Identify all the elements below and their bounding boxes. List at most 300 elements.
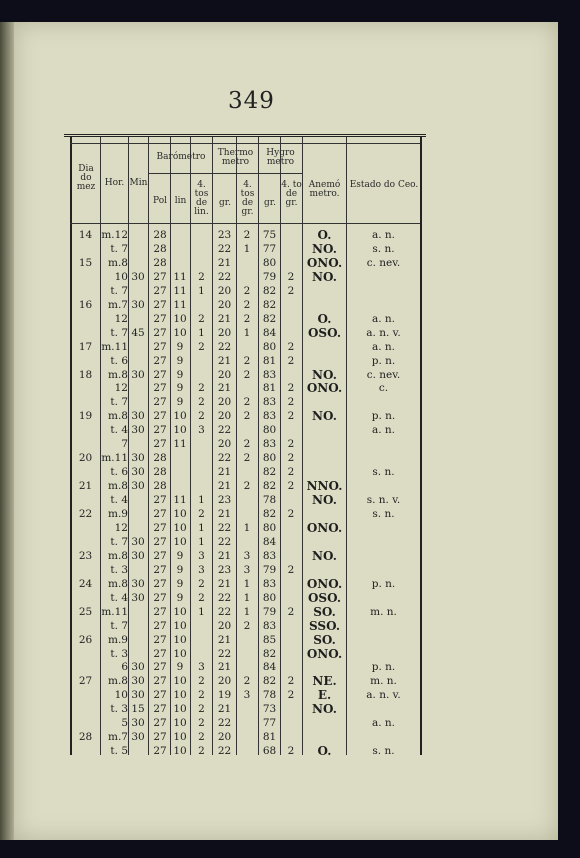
cell-tgr: 22: [217, 745, 232, 758]
cell-dia: 16: [78, 298, 93, 311]
cell-dia: 28: [78, 731, 93, 744]
cell-pol: 27: [153, 717, 167, 730]
cell-q: 3: [198, 563, 205, 576]
cell-pol: 27: [153, 270, 167, 283]
cell-lin: 10: [173, 647, 187, 660]
cell-tgr: 20: [217, 731, 232, 744]
cell-hgr: 82: [262, 298, 277, 311]
cell-hor: 6: [121, 661, 128, 674]
cell-lin: 10: [173, 410, 187, 423]
cell-tgr: 23: [217, 563, 232, 576]
cell-hq: 2: [287, 452, 295, 465]
cell-estado: p. n.: [371, 577, 396, 590]
cell-q: 2: [198, 396, 205, 409]
cell-hor: 12: [114, 312, 128, 325]
cell-hor: m.8: [108, 256, 128, 269]
header-anemometro: Anemó metro.: [308, 180, 341, 199]
cell-lin: 11: [173, 494, 187, 507]
cell-anem: NO.: [312, 367, 337, 382]
header-dia: Dia do mez: [76, 164, 96, 192]
cell-estado: c. nev.: [366, 256, 401, 269]
cell-anem: NO.: [312, 241, 337, 256]
cell-q: 2: [198, 508, 205, 520]
cell-estado: c. nev.: [366, 368, 401, 381]
cell-min: 30: [131, 591, 145, 604]
cell-hor: t. 3: [110, 703, 128, 716]
cell-lin: 11: [173, 284, 187, 297]
cell-tq: 2: [243, 298, 251, 311]
cell-hq: 2: [287, 508, 295, 520]
cell-pol: 27: [153, 647, 167, 660]
cell-hor: t. 3: [110, 563, 128, 576]
cell-min: 30: [131, 661, 145, 674]
rule-min: [148, 137, 149, 755]
cell-hgr: 73: [262, 703, 277, 716]
cell-pol: 27: [153, 731, 167, 744]
cell-tgr: 21: [217, 256, 232, 269]
cell-pol: 27: [153, 745, 167, 758]
cell-anem: O.: [317, 311, 332, 326]
cell-min: 30: [131, 480, 145, 493]
cell-tgr: 22: [217, 242, 232, 255]
cell-hor: m.8: [108, 577, 128, 590]
cell-lin: 10: [173, 703, 187, 716]
cell-tq: 2: [243, 354, 251, 367]
cell-hgr: 80: [262, 340, 277, 353]
cell-tq: 1: [243, 521, 251, 534]
cell-pol: 27: [153, 549, 167, 562]
cell-q: 2: [198, 577, 205, 590]
cell-pol: 27: [153, 591, 167, 604]
header-thermo-gr: gr.: [219, 198, 231, 208]
cell-hor: m.8: [108, 480, 128, 493]
cell-hq: 2: [287, 563, 295, 576]
cell-anem: ONO.: [306, 520, 343, 535]
cell-pol: 27: [153, 284, 167, 297]
cell-min: 30: [131, 675, 145, 688]
cell-pol: 27: [153, 354, 167, 367]
cell-estado: m. n.: [370, 605, 397, 618]
cell-hor: 10: [114, 689, 128, 702]
cell-hor: t. 7: [110, 284, 128, 297]
cell-dia: 23: [78, 549, 93, 562]
cell-dia: 15: [78, 256, 93, 269]
cell-pol: 27: [153, 619, 167, 632]
cell-hgr: 79: [262, 605, 277, 618]
cell-tq: 2: [243, 675, 251, 688]
cell-tgr: 22: [217, 340, 232, 353]
header-pol: Pol: [153, 196, 167, 206]
cell-hgr: 82: [262, 312, 277, 325]
header-lin: lin: [174, 196, 187, 206]
cell-lin: 10: [173, 326, 187, 339]
cell-anem: SO.: [313, 632, 336, 647]
cell-hor: t. 7: [110, 326, 128, 339]
cell-lin: 10: [173, 731, 187, 744]
cell-hor: m.8: [108, 410, 128, 423]
cell-q: 2: [198, 591, 205, 604]
cell-tgr: 22: [217, 647, 232, 660]
header-hygrometro: Hygro metro: [266, 148, 295, 167]
cell-tgr: 23: [217, 229, 232, 241]
cell-hq: 2: [287, 284, 295, 297]
cell-min: 30: [131, 424, 145, 437]
cell-tgr: 22: [217, 452, 232, 465]
cell-hor: t. 7: [110, 396, 128, 409]
cell-min: 30: [131, 452, 145, 465]
header-quartos-lin: 4. tos de lin.: [194, 180, 209, 217]
cell-hq: 2: [287, 396, 295, 409]
cell-dia: 26: [78, 633, 93, 646]
cell-hq: 2: [287, 675, 295, 688]
cell-anem: NE.: [312, 674, 337, 689]
cell-hor: t. 7: [110, 535, 128, 548]
cell-tq: 3: [243, 549, 251, 562]
cell-lin: 10: [173, 424, 187, 437]
cell-hor: 10: [114, 270, 128, 283]
cell-lin: 9: [176, 368, 184, 381]
cell-pol: 28: [153, 229, 167, 241]
cell-hq: 2: [287, 382, 295, 395]
cell-q: 2: [198, 745, 205, 758]
cell-estado: a. n.: [371, 229, 396, 241]
cell-anem: OSO.: [307, 325, 342, 340]
cell-pol: 27: [153, 605, 167, 618]
header-thermometro: Thermo metro: [217, 148, 254, 167]
cell-lin: 10: [173, 689, 187, 702]
cell-lin: 11: [173, 438, 187, 451]
cell-hgr: 77: [262, 717, 277, 730]
cell-estado: m. n.: [370, 675, 397, 688]
cell-tq: 2: [243, 396, 251, 409]
cell-tgr: 22: [217, 591, 232, 604]
header-hygro-gr: gr.: [264, 198, 276, 208]
cell-hgr: 80: [262, 452, 277, 465]
cell-hgr: 84: [262, 661, 277, 674]
cell-hgr: 80: [262, 256, 277, 269]
cell-tgr: 20: [217, 396, 232, 409]
cell-hor: t. 5: [110, 745, 128, 758]
cell-min: 30: [131, 466, 145, 479]
cell-hq: 2: [287, 410, 295, 423]
cell-lin: 9: [176, 563, 184, 576]
cell-tgr: 21: [217, 549, 232, 562]
cell-pol: 27: [153, 438, 167, 451]
cell-pol: 28: [153, 480, 167, 493]
cell-lin: 9: [176, 549, 184, 562]
cell-q: 2: [198, 382, 205, 395]
cell-q: 1: [198, 605, 205, 618]
cell-anem: ONO.: [306, 646, 343, 661]
cell-hor: 5: [121, 717, 128, 730]
cell-min: 30: [131, 689, 145, 702]
cell-hgr: 80: [262, 424, 277, 437]
cell-estado: s. n.: [372, 508, 395, 520]
cell-pol: 27: [153, 396, 167, 409]
cell-hgr: 85: [262, 633, 277, 646]
cell-q: 2: [198, 689, 205, 702]
cell-anem: SSO.: [309, 618, 340, 633]
cell-hor: t. 4: [110, 591, 128, 604]
cell-q: 3: [198, 424, 205, 437]
cell-pol: 28: [153, 452, 167, 465]
cell-lin: 10: [173, 675, 187, 688]
cell-estado: a. n.: [371, 340, 396, 353]
cell-estado: a. n.: [371, 312, 396, 325]
cell-tq: 1: [243, 605, 251, 618]
cell-lin: 10: [173, 508, 187, 520]
cell-hgr: 83: [262, 410, 277, 423]
cell-hor: m.7: [108, 731, 128, 744]
cell-q: 1: [198, 326, 205, 339]
cell-hgr: 83: [262, 549, 277, 562]
cell-tgr: 22: [217, 605, 232, 618]
cell-hor: t. 4: [110, 494, 128, 507]
cell-estado: c.: [378, 382, 389, 395]
cell-hgr: 84: [262, 535, 277, 548]
cell-min: 45: [131, 326, 145, 339]
cell-lin: 10: [173, 312, 187, 325]
cell-lin: 9: [176, 661, 184, 674]
cell-tgr: 22: [217, 270, 232, 283]
cell-tq: 2: [243, 480, 251, 493]
cell-estado: s. n. v.: [366, 494, 401, 507]
cell-pol: 27: [153, 508, 167, 520]
header-estado: Estado do Ceo.: [349, 180, 419, 190]
cell-anem: ONO.: [306, 381, 343, 396]
page-number: 349: [228, 88, 275, 114]
cell-pol: 27: [153, 703, 167, 716]
cell-tgr: 21: [217, 703, 232, 716]
cell-lin: 11: [173, 298, 187, 311]
cell-hor: m.8: [108, 549, 128, 562]
cell-hor: m.7: [108, 298, 128, 311]
cell-hgr: 78: [262, 689, 277, 702]
cell-anem: SO.: [313, 604, 336, 619]
cell-estado: a. n.: [371, 717, 396, 730]
cell-hor: m.11: [101, 605, 128, 618]
cell-pol: 27: [153, 675, 167, 688]
cell-q: 2: [198, 270, 205, 283]
cell-lin: 10: [173, 633, 187, 646]
rule-group-split: [148, 173, 302, 174]
cell-tq: 2: [243, 284, 251, 297]
cell-min: 30: [131, 549, 145, 562]
cell-tq: 1: [243, 326, 251, 339]
cell-q: 2: [198, 312, 205, 325]
cell-lin: 9: [176, 354, 184, 367]
cell-anem: NNO.: [306, 479, 343, 494]
cell-dia: 19: [78, 410, 93, 423]
cell-lin: 10: [173, 717, 187, 730]
cell-pol: 27: [153, 535, 167, 548]
cell-min: 30: [131, 577, 145, 590]
cell-pol: 27: [153, 661, 167, 674]
cell-tq: 3: [243, 689, 251, 702]
cell-hq: 2: [287, 340, 295, 353]
cell-hor: 12: [114, 382, 128, 395]
cell-q: 2: [198, 675, 205, 688]
cell-tq: 2: [243, 312, 251, 325]
cell-min: 30: [131, 717, 145, 730]
cell-anem: OSO.: [307, 590, 342, 605]
cell-anem: NO.: [312, 548, 337, 563]
cell-tgr: 20: [217, 298, 232, 311]
cell-hgr: 81: [262, 731, 277, 744]
cell-tq: 2: [243, 229, 251, 241]
cell-tgr: 20: [217, 326, 232, 339]
cell-q: 2: [198, 340, 205, 353]
cell-hgr: 81: [262, 382, 277, 395]
cell-tgr: 23: [217, 494, 232, 507]
cell-hgr: 78: [262, 494, 277, 507]
cell-pol: 27: [153, 577, 167, 590]
cell-hgr: 81: [262, 354, 277, 367]
cell-pol: 27: [153, 298, 167, 311]
cell-tq: 3: [243, 563, 251, 576]
cell-min: 30: [131, 368, 145, 381]
header-hor: Hor.: [104, 178, 125, 188]
cell-hor: m.9: [108, 508, 128, 520]
cell-hor: m.9: [108, 633, 128, 646]
cell-q: 1: [198, 284, 205, 297]
cell-anem: NO.: [312, 702, 337, 717]
header-barometro: Barómetro: [156, 152, 206, 162]
cell-tgr: 19: [217, 689, 232, 702]
cell-dia: 25: [78, 605, 93, 618]
cell-anem: NO.: [312, 409, 337, 424]
cell-tgr: 22: [217, 521, 232, 534]
cell-min: 30: [131, 270, 145, 283]
cell-hq: 2: [287, 354, 295, 367]
cell-lin: 9: [176, 340, 184, 353]
cell-estado: a. n. v.: [366, 326, 401, 339]
cell-q: 1: [198, 494, 205, 507]
cell-min: 30: [131, 410, 145, 423]
cell-tgr: 21: [217, 577, 232, 590]
cell-lin: 10: [173, 745, 187, 758]
cell-dia: 17: [78, 340, 93, 353]
cell-q: 2: [198, 703, 205, 716]
cell-hgr: 82: [262, 508, 277, 520]
cell-tq: 2: [243, 619, 251, 632]
cell-anem: ONO.: [306, 576, 343, 591]
cell-anem: NO.: [312, 269, 337, 284]
rule-right: [420, 137, 422, 755]
cell-lin: 11: [173, 270, 187, 283]
cell-dia: 27: [78, 675, 93, 688]
cell-tgr: 21: [217, 661, 232, 674]
cell-hor: m.8: [108, 675, 128, 688]
weather-table: [64, 134, 426, 759]
cell-pol: 28: [153, 256, 167, 269]
cell-min: 30: [131, 731, 145, 744]
cell-hor: m.12: [101, 229, 128, 241]
cell-estado: s. n.: [372, 242, 395, 255]
cell-estado: p. n.: [371, 410, 396, 423]
cell-tgr: 22: [217, 424, 232, 437]
cell-tgr: 20: [217, 619, 232, 632]
cell-hor: t. 4: [110, 424, 128, 437]
cell-tgr: 20: [217, 675, 232, 688]
cell-hq: 2: [287, 480, 295, 493]
cell-pol: 27: [153, 340, 167, 353]
cell-lin: 10: [173, 535, 187, 548]
cell-tgr: 21: [217, 480, 232, 493]
cell-lin: 10: [173, 521, 187, 534]
cell-tgr: 21: [217, 382, 232, 395]
cell-anem: E.: [317, 688, 332, 703]
cell-pol: 27: [153, 410, 167, 423]
cell-pol: 27: [153, 326, 167, 339]
cell-hgr: 83: [262, 577, 277, 590]
cell-pol: 27: [153, 563, 167, 576]
cell-hor: 7: [121, 438, 128, 451]
cell-hq: 2: [287, 438, 295, 451]
cell-lin: 9: [176, 396, 184, 409]
cell-tgr: 20: [217, 368, 232, 381]
cell-hgr: 83: [262, 438, 277, 451]
cell-min: 30: [131, 535, 145, 548]
cell-min: 30: [131, 298, 145, 311]
cell-dia: 14: [78, 229, 93, 241]
cell-tgr: 22: [217, 717, 232, 730]
cell-estado: p. n.: [371, 354, 396, 367]
cell-anem: O.: [317, 744, 332, 759]
rule-top-inner: [70, 143, 420, 144]
cell-tgr: 20: [217, 410, 232, 423]
cell-tq: 2: [243, 438, 251, 451]
cell-q: 2: [198, 717, 205, 730]
cell-estado: a. n.: [371, 424, 396, 437]
cell-hgr: 82: [262, 284, 277, 297]
cell-hgr: 83: [262, 396, 277, 409]
cell-pol: 27: [153, 424, 167, 437]
cell-pol: 27: [153, 633, 167, 646]
cell-hgr: 80: [262, 591, 277, 604]
cell-tgr: 21: [217, 508, 232, 520]
cell-hor: t. 3: [110, 647, 128, 660]
cell-hgr: 77: [262, 242, 277, 255]
cell-q: 3: [198, 661, 205, 674]
cell-q: 1: [198, 521, 205, 534]
cell-lin: 9: [176, 591, 184, 604]
cell-pol: 28: [153, 466, 167, 479]
cell-hq: 2: [287, 270, 295, 283]
cell-hor: t. 7: [110, 242, 128, 255]
cell-lin: 9: [176, 382, 184, 395]
cell-tq: 2: [243, 368, 251, 381]
cell-hgr: 83: [262, 368, 277, 381]
cell-pol: 28: [153, 242, 167, 255]
cell-hor: t. 6: [110, 354, 128, 367]
cell-hq: 2: [287, 605, 295, 618]
cell-hgr: 82: [262, 675, 277, 688]
cell-hq: 2: [287, 466, 295, 479]
cell-pol: 27: [153, 382, 167, 395]
cell-anem: O.: [317, 228, 332, 242]
cell-tq: 1: [243, 242, 251, 255]
header-min: Min: [129, 178, 148, 188]
cell-tgr: 22: [217, 535, 232, 548]
cell-dia: 21: [78, 480, 93, 493]
cell-tgr: 21: [217, 466, 232, 479]
cell-hgr: 82: [262, 480, 277, 493]
cell-hgr: 79: [262, 270, 277, 283]
cell-q: 1: [198, 535, 205, 548]
cell-hq: 2: [287, 745, 295, 758]
cell-pol: 27: [153, 368, 167, 381]
